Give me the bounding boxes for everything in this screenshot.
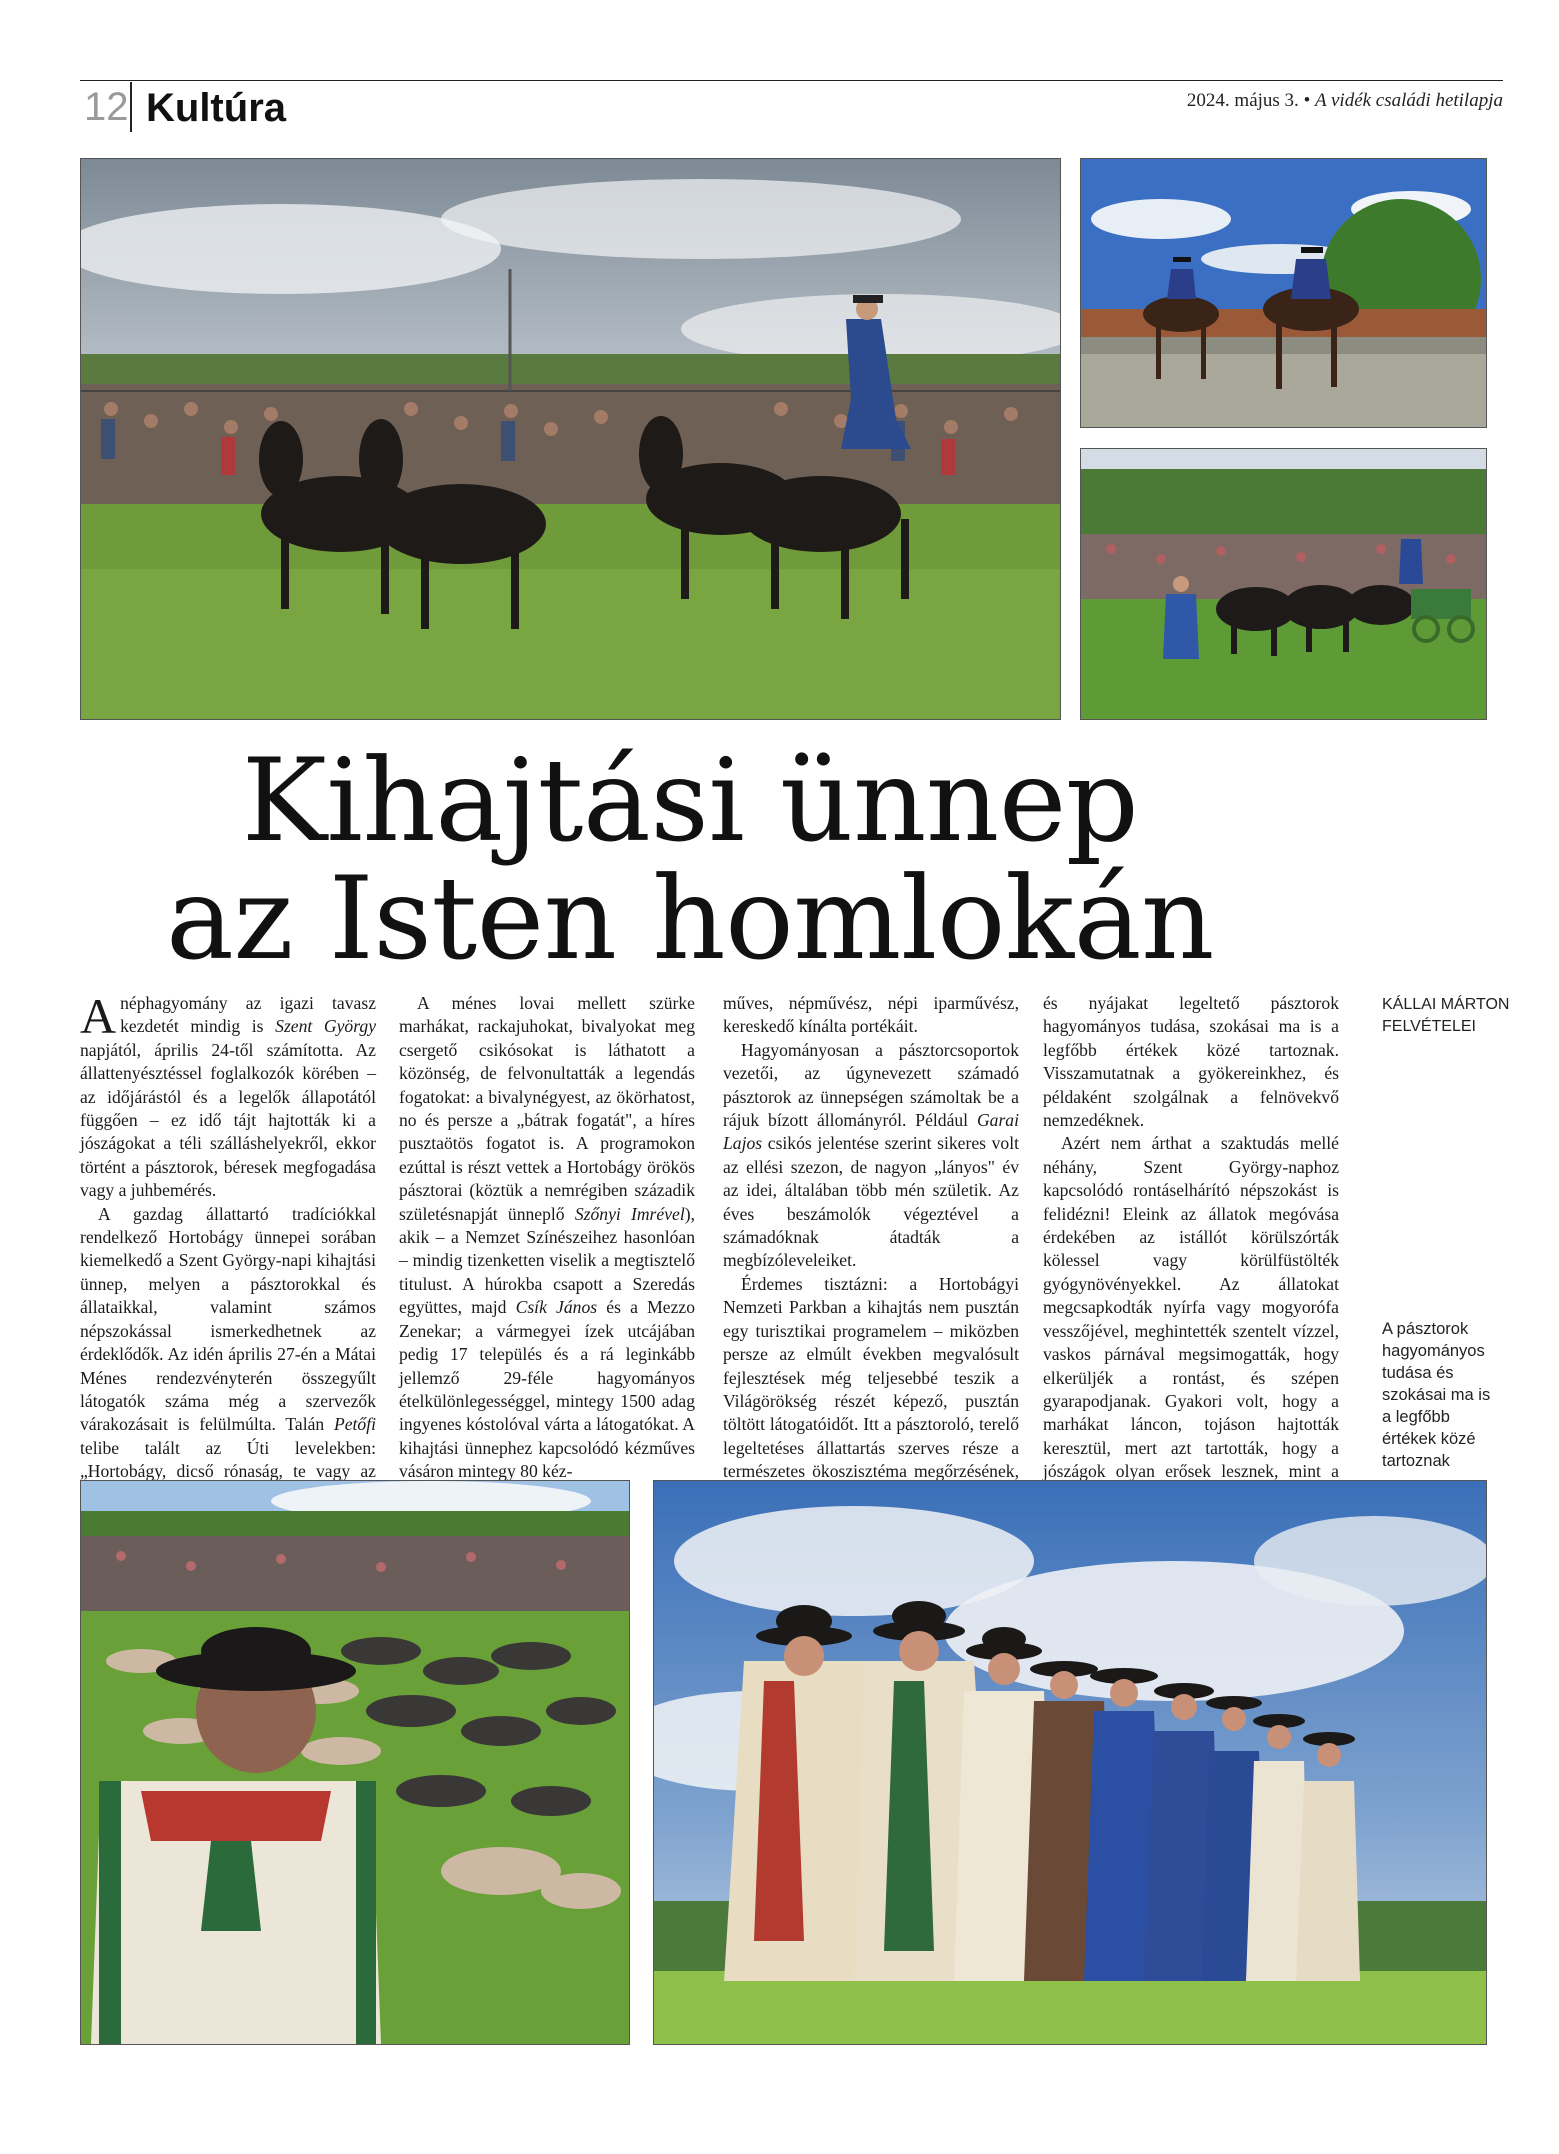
paragraph: műves, népművész, népi iparművész, kereskedő kínálta portékáit.	[723, 993, 1019, 1037]
bullet: •	[1303, 90, 1311, 111]
article-column-4	[1043, 992, 1339, 1530]
pull-quote: A pásztorok hagyományos tudása és szokásai ma is a legfőbb értékek közé tartoznak	[1382, 1320, 1491, 1470]
section-title: Kultúra	[146, 86, 286, 130]
photo-credit: KÁLLAI MÁRTON FELVÉTELEI	[1382, 996, 1510, 1035]
photo-shepherd-flock	[80, 1480, 630, 2045]
header-rule	[80, 80, 1503, 81]
paragraph: A gazdag állattartó tradíciókkal rendelkező Hortobágy ünnepei sorában kiemelkedő a Szent György-napi kihajtási ünnep, melyen a pásztorokkal és állataikkal, valamint számos népszokással ismerkedhetnek az érdeklődők. Az idén április 27-én a Mátai Ménes rendezvényterén összegyűlt látogatók száma még a szervezők várakozásait is felülmúlta. Talán Petőfi telibe talált az Úti levelekben: „Hortobágy, dicső rónaság, te vagy az	[80, 1203, 376, 1482]
photo-buffalo-cart	[1080, 448, 1487, 720]
page-number: 12	[80, 82, 132, 132]
paragraph: Érdemes tisztázni: a Hortobágyi Nemzeti Parkban a kihajtás nem pusztán egy turisztikai programelem – miközben persze az elmúlt években megvalósult fejlesztések még teljesebbé teszik a Világörökség részét képező, pusztán töltött látogatóidőt. Itt a pásztoroló, terelő legeltetéses állattartás szerves része a természetes ökoszisztéma megőrzésének,	[723, 1273, 1019, 1482]
dropcap: A	[80, 988, 117, 1044]
photo-main-horse-team	[80, 158, 1061, 720]
article-column-3	[723, 992, 1019, 1507]
article-column-2	[399, 992, 695, 1484]
paragraph: Azért nem árthat a szaktudás mellé néhány, Szent György-naphoz kapcsolódó rontáselhárító népszokást is felidézni! Eleink az állatok megóvása érdekében az istállót körülszórták kölessel vagy körülfüstölték gyógynövényekkel. Az állatokat megcsapkodták nyírfa vagy mogyorófa vesszőjével, meghintették szentelt vízzel, vaskos párnával megsimogatták, hogy elkerüljék a rontást, és szépen gyarapodjanak. Gyakori volt, hogy a marhákat láncon, tojáson hajtották keresztül, mert azt tartották, hogy a jószágok olyan erősek lesznek, mint a	[1043, 1132, 1339, 1530]
headline	[80, 734, 1300, 985]
paragraph: A ménes lovai mellett szürke marhákat, rackajuhokat, bivalyokat meg csergető csikósokat is láthatott a közönség, de felvonultatták a legendás fogatokat: a bivalynégyest, az ökörhatost, no és persze a „bátrak fogatát", a híres pusztaötös fogatot is. A programokon ezúttal is részt vettek a Hortobágy örökös pásztorai (köztük a nemrégiben századik születésnapját ünneplő Szőnyi Imrével), akik – a Nemzet Színészeihez hasonlóan – mindig tizenketten viselik a megtisztelő titulust. A húrokba csapott a Szeredás együttes, majd Csík János és a Mezzo Zenekar; a vármegyei ízek utcájában pedig 17 település és a rá leginkább jellemző 29-féle hagyományos ételkülönlegességgel, mintegy 1500 adag ingyenes kóstolóval várta a látogatókat. A kihajtási ünnephez kapcsolódó kézműves vásáron mintegy 80 kéz-	[399, 993, 695, 1482]
article-column-1	[80, 988, 376, 1507]
photo-riders	[1080, 158, 1487, 428]
headline-line-1: Kihajtási ünnep	[241, 734, 1139, 867]
publication-name: A vidék családi hetilapja	[1314, 90, 1503, 111]
issue-line	[1187, 88, 1503, 114]
paragraph: Hagyományosan a pásztorcsoportok vezetői, az úgynevezett számadó pásztorok az ünnepségen számoltak be a rájuk bízott állományról. Például Garai Lajos csikós jelentése szerint sikeres volt az ellési szezon, de nagyon „lányos" év az idei, általában több mén születik. Az éves beszámolók végeztével a számadóknak átadták a megbízóleveleiket.	[723, 1039, 1019, 1271]
paragraph: és nyájakat legeltető pásztorok hagyományos tudása, szokásai ma is a legfőbb értékek közé tartoznak. Visszamutatnak a gyökereinkhez, és példaként szolgálnak a felnövekvő nemzedéknek.	[1043, 993, 1339, 1131]
headline-line-2: az Isten homlokán	[166, 852, 1214, 985]
paragraph: A néphagyomány az igazi tavasz kezdetét mindig is Szent György napjától, április 24-től számította. Az állattenyésztéssel foglalkozók körében – az időjárástól és a legelők állapotától függően – ez idő tájt hajtották ki a jószágokat a téli szálláshelyekről, ekkor történt a pásztorok, béresek megfogadása vagy a juhbemérés.	[80, 988, 376, 1201]
issue-date: 2024. május 3.	[1186, 90, 1299, 111]
photo-herders-row	[653, 1480, 1487, 2045]
